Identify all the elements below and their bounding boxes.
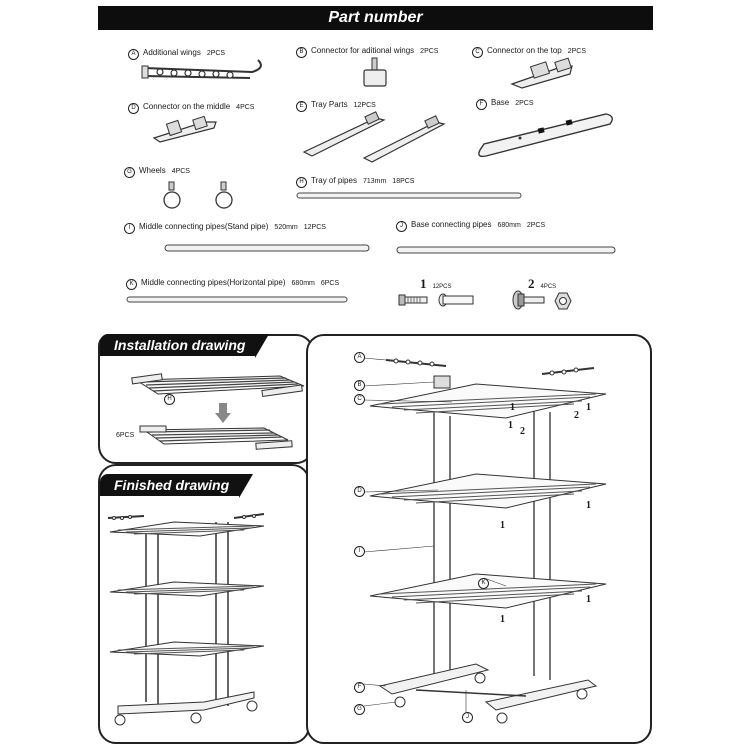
middle-connector-icon — [150, 114, 220, 144]
stand-pipe-icon — [164, 244, 370, 253]
screw-qty: 12PCS — [432, 284, 452, 290]
installation-title: Installation drawing — [114, 337, 246, 353]
part-qty: 12PCS — [303, 224, 326, 231]
part-number-title: Part number — [328, 9, 423, 26]
part-qty: 12PCS — [353, 102, 376, 109]
part-name: Additional wings — [143, 48, 201, 57]
screw-callout: 2 — [574, 410, 579, 421]
part-code: E — [296, 101, 307, 112]
part-k-label — [126, 278, 339, 290]
callout-f: F — [354, 682, 365, 693]
part-name: Middle connecting pipes(Stand pipe) — [139, 222, 269, 231]
part-qty: 2PCS — [515, 100, 534, 107]
part-name: Connector on the middle — [143, 102, 231, 111]
callout-h: H — [164, 394, 175, 405]
part-qty: 2PCS — [206, 50, 226, 57]
part-qty: 2PCS — [526, 222, 546, 229]
finished-title: Finished drawing — [114, 477, 230, 493]
part-h-label — [296, 176, 414, 188]
part-code: A — [128, 49, 139, 60]
callout-b: B — [354, 380, 365, 391]
part-length: 680mm — [497, 222, 521, 229]
part-g-label — [124, 166, 190, 178]
part-qty: 4PCS — [171, 168, 190, 175]
screw-callout: 1 — [510, 402, 515, 413]
hex-nut-icon — [554, 292, 572, 310]
part-name: Middle connecting pipes(Horizontal pipe) — [141, 278, 286, 287]
base-icon — [474, 106, 618, 160]
additional-wings-icon — [140, 58, 270, 86]
part-code: G — [124, 167, 135, 178]
bolt-icon — [398, 294, 428, 306]
wheel-icon — [212, 180, 236, 210]
tray-assembled-diagram — [138, 420, 294, 456]
wing-connector-icon — [358, 56, 392, 90]
part-code: B — [296, 47, 307, 58]
part-qty: 4PCS — [236, 104, 255, 111]
quantity-note: 6PCS — [116, 432, 135, 439]
screw-callout: 2 — [520, 426, 525, 437]
part-code: F — [476, 99, 487, 110]
part-code: K — [126, 279, 137, 290]
part-name: Tray of pipes — [311, 176, 357, 185]
screw-qty: 4PCS — [540, 284, 557, 290]
part-name: Connector on the top — [487, 46, 562, 55]
screw-callout: 1 — [586, 594, 591, 605]
part-name: Connector for aditional wings — [311, 46, 415, 55]
part-d-label — [128, 102, 254, 114]
part-code: J — [396, 221, 407, 232]
callout-c: C — [354, 394, 365, 405]
screw-number: 2 — [528, 276, 535, 291]
callout-k: K — [478, 578, 489, 589]
part-qty: 6PCS — [320, 280, 340, 287]
screw-callout: 1 — [508, 420, 513, 431]
callout-j: J — [462, 712, 473, 723]
tray-pipe-icon — [296, 192, 522, 200]
sleeve-nut-icon — [438, 293, 476, 307]
callout-a: A — [354, 352, 365, 363]
part-qty: 2PCS — [420, 48, 439, 55]
screw-number: 1 — [420, 276, 427, 291]
screw-callout: 1 — [586, 402, 591, 413]
part-length: 520mm — [274, 224, 298, 231]
installation-tab — [100, 334, 255, 356]
wheel-icon — [160, 180, 184, 210]
part-name: Wheels — [139, 166, 166, 175]
part-j-label — [396, 220, 545, 232]
tray-part-icon — [360, 116, 450, 164]
part-number-banner — [98, 6, 653, 30]
part-e-label — [296, 100, 376, 112]
screw-1-label — [420, 276, 452, 292]
callout-d: D — [354, 486, 365, 497]
horizontal-pipe-icon — [126, 296, 348, 304]
callout-i: I — [354, 546, 365, 557]
part-name: Base — [491, 98, 510, 107]
screw-callout: 1 — [500, 520, 505, 531]
part-code: C — [472, 47, 483, 58]
bolt-washer-icon — [510, 290, 546, 310]
part-i-label — [124, 222, 326, 234]
part-code: H — [296, 177, 307, 188]
part-length: 713mm — [362, 178, 387, 185]
screw-callout: 1 — [500, 614, 505, 625]
finished-tab — [100, 474, 239, 496]
part-code: D — [128, 103, 139, 114]
part-code: I — [124, 223, 135, 234]
part-length: 680mm — [291, 280, 315, 287]
part-name: Tray Parts — [311, 100, 348, 109]
callout-g: G — [354, 704, 365, 715]
top-connector-icon — [508, 58, 578, 88]
part-qty: 2PCS — [567, 48, 587, 55]
assembly-rack-illustration — [356, 346, 616, 730]
part-c-label — [472, 46, 586, 58]
part-qty: 18PCS — [392, 178, 415, 185]
base-pipe-icon — [396, 246, 616, 255]
part-name: Base connecting pipes — [411, 220, 492, 229]
screw-callout: 1 — [586, 500, 591, 511]
finished-rack-illustration — [104, 506, 274, 730]
